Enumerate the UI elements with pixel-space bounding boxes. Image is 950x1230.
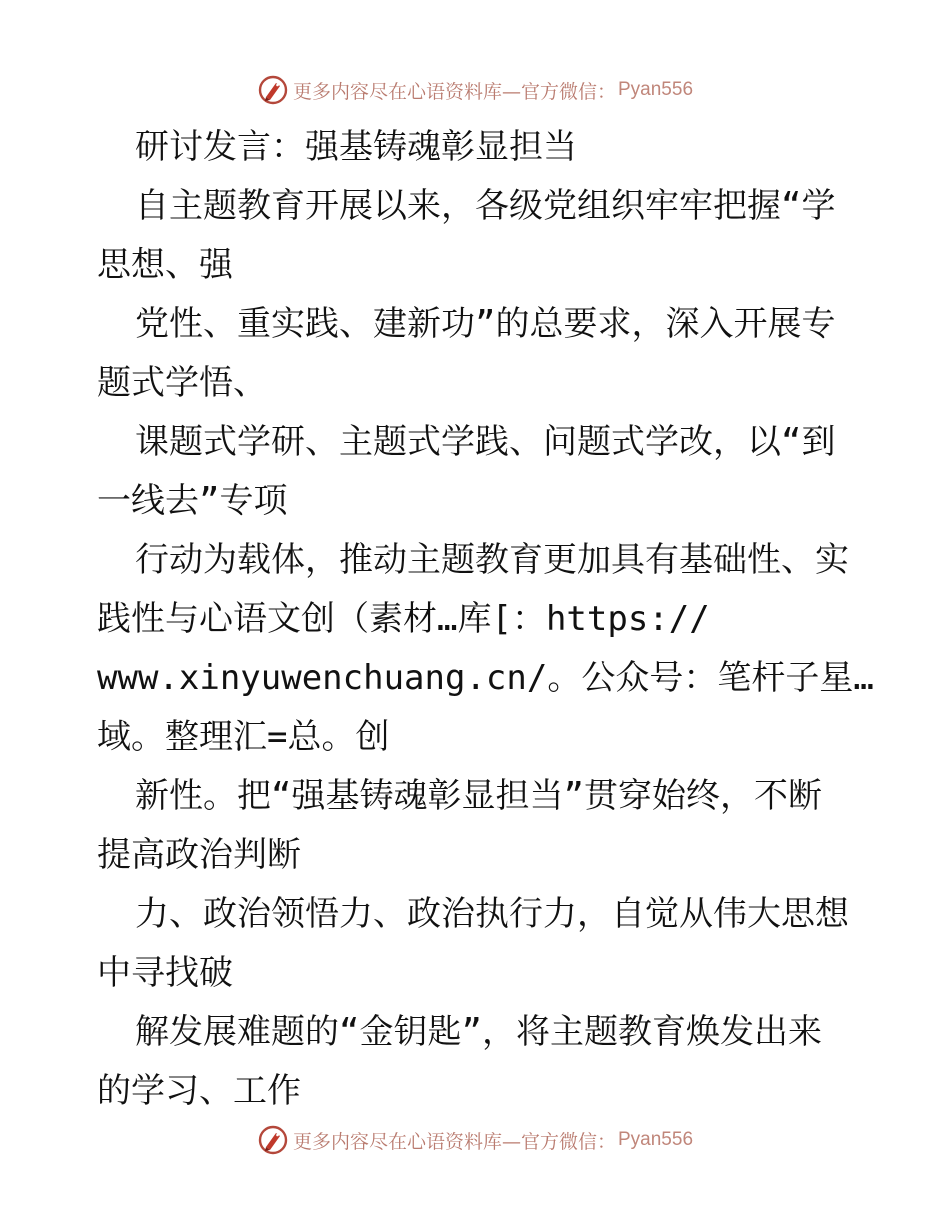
- paragraph-line: 践性与心语文创（素材…库[：https://: [97, 599, 710, 639]
- pen-nib-circle-icon: [257, 74, 289, 106]
- pen-nib-circle-icon: [257, 1124, 289, 1156]
- paragraph-line: 一线去”专项: [97, 481, 288, 521]
- document-body: [97, 118, 874, 1121]
- paragraph-line: 党性、重实践、建新功”的总要求，深入开展专: [135, 304, 836, 344]
- paragraph-line: www.xinyuwenchuang.cn/。公众号：笔杆子星…: [97, 658, 874, 698]
- paragraph-line: 提高政治判断: [97, 835, 301, 875]
- paragraph-line: 课题式学研、主题式学践、问题式学改，以“到: [135, 422, 836, 462]
- header-watermark-banner: [0, 70, 950, 110]
- paragraph-line: 的学习、工作: [97, 1071, 301, 1111]
- paragraph-line: 中寻找破: [97, 953, 233, 993]
- paragraph-line: 新性。把“强基铸魂彰显担当”贯穿始终，不断: [135, 776, 822, 816]
- paragraph-line: 自主题教育开展以来，各级党组织牢牢把握“学: [135, 186, 836, 226]
- header-banner-handle: Pyan556: [618, 79, 694, 100]
- paragraph-line: 行动为载体，推动主题教育更加具有基础性、实: [135, 540, 849, 580]
- footer-banner-text: 更多内容尽在心语资料库—官方微信：: [292, 1130, 616, 1153]
- footer-banner-handle: Pyan556: [618, 1129, 694, 1150]
- document-title: 研讨发言：强基铸魂彰显担当: [135, 127, 577, 167]
- paragraph-line: 题式学悟、: [97, 363, 267, 403]
- paragraph-line: 域。整理汇=总。创: [97, 717, 390, 757]
- paragraph-line: 思想、强: [97, 245, 233, 285]
- paragraph-line: 力、政治领悟力、政治执行力，自觉从伟大思想: [135, 894, 849, 934]
- footer-watermark-banner: [0, 1120, 950, 1160]
- paragraph-line: 解发展难题的“金钥匙”，将主题教育焕发出来: [135, 1012, 822, 1052]
- header-banner-text: 更多内容尽在心语资料库—官方微信：: [292, 80, 616, 103]
